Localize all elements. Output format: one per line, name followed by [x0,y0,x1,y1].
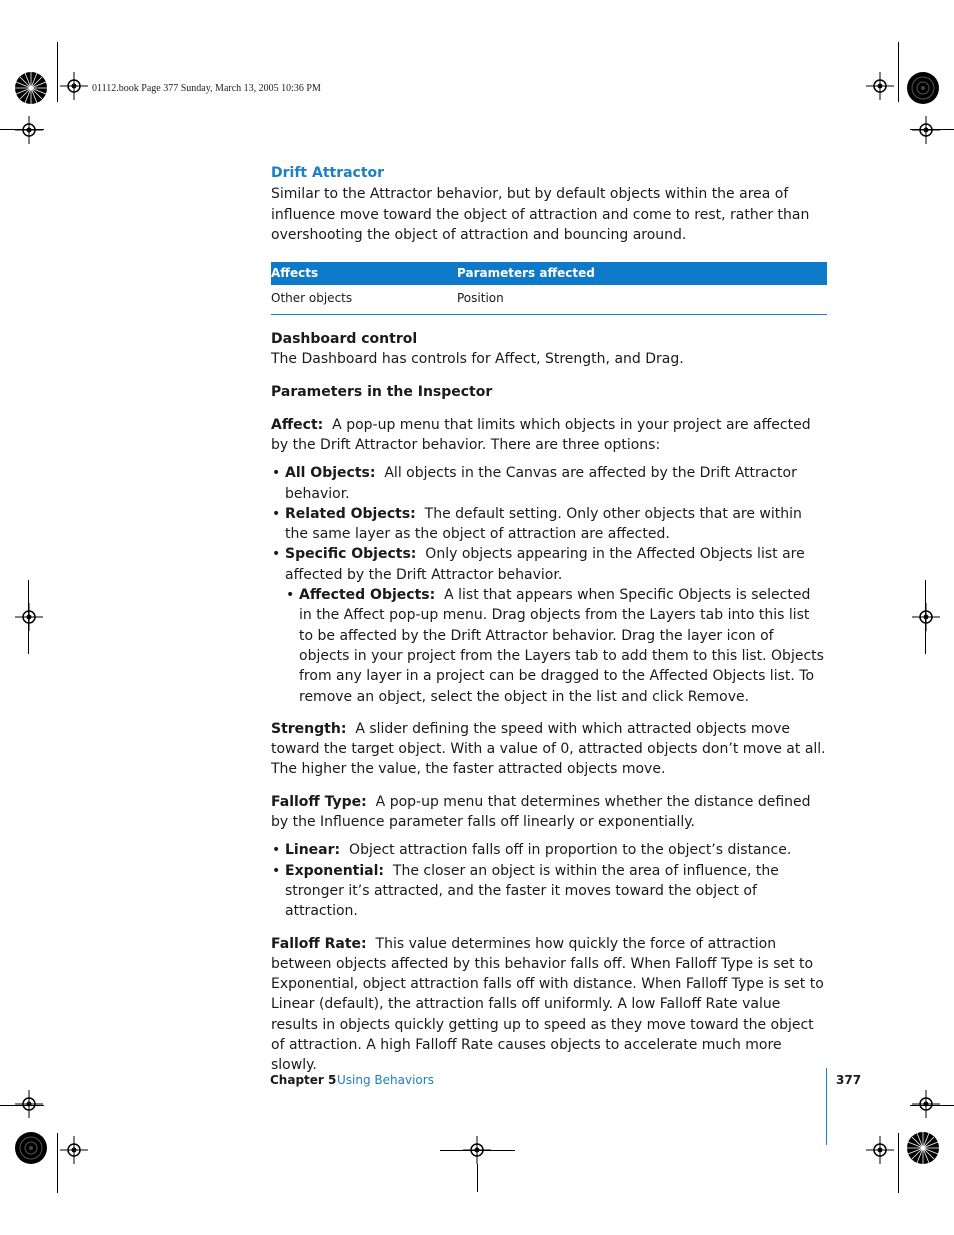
registration-mark-icon [60,1136,88,1164]
star-target-icon [906,1131,940,1165]
table-cell: Position [457,285,827,314]
intro-paragraph: Similar to the Attractor behavior, but by default objects within the area of influence move toward the object of attraction and come to rest, rather than overshooting the object of attraction and bouncing around. [271,186,810,243]
star-target-icon [14,1131,48,1165]
option-text: The default setting. Only other objects that are within the same layer as the object of attraction are affected. [285,505,802,543]
falloff-type-text: A pop-up menu that determines whether the distance defined by the Influence parameter falls off linearly or exponentially. [271,793,811,831]
page-content [271,163,827,1076]
falloff-type-label: Falloff Type: [271,793,367,810]
option-text: Only objects appearing in the Affected Objects list are affected by the Drift Attractor behavior. [285,546,805,583]
option-label: Specific Objects: [285,546,417,563]
registration-mark-icon [912,1090,940,1118]
option-label: All Objects: [285,465,376,482]
affect-sub-list [271,585,827,707]
falloff-rate-label: Falloff Rate: [271,935,367,952]
registration-mark-icon [866,1136,894,1164]
registration-mark-icon [15,603,43,631]
table-header-parameters: Parameters affected [457,262,827,285]
star-target-icon [14,71,48,105]
registration-mark-icon [866,72,894,100]
dashboard-text: The Dashboard has controls for Affect, Strength, and Drag. [271,351,684,368]
parameters-table [271,262,827,315]
falloff-type-paragraph [271,792,827,833]
table-row [271,285,827,314]
affect-options-list [271,463,827,707]
affect-text: A pop-up menu that limits which objects in your project are affected by the Drift Attractor behavior. There are three options: [271,416,811,453]
registration-mark-icon [912,116,940,144]
list-item [271,504,827,545]
affect-label: Affect: [271,416,324,433]
falloff-type-options-list [271,840,827,921]
strength-label: Strength: [271,720,347,737]
list-item [271,861,827,922]
registration-mark-icon [60,72,88,100]
affect-paragraph [271,415,827,456]
falloff-rate-text: This value determines how quickly the force of attraction between objects affected by this behavior falls off. When Falloff Type is set to Exponential, object attraction falls off with distance. When Falloff Type is set to Linear (default), the attraction falls off uniformly. A low Falloff Rate value results in objects quickly getting up to speed as they move toward the object of attraction. A high Falloff Rate causes objects to accelerate much more slowly. [271,935,824,1074]
table-header-affects: Affects [271,262,457,285]
registration-mark-icon [15,1090,43,1118]
inspector-title: Parameters in the Inspector [271,384,493,401]
registration-mark-icon [15,116,43,144]
page-number: 377 [836,1073,862,1087]
dashboard-title: Dashboard control [271,330,418,347]
falloff-rate-paragraph [271,934,827,1076]
table-header-row [271,262,827,285]
list-item [271,544,827,706]
section-heading: Drift Attractor [271,165,385,181]
option-label: Related Objects: [285,505,416,522]
star-target-icon [906,71,940,105]
option-text: Object attraction falls off in proportion to the object’s distance. [349,842,792,859]
option-label: Linear: [285,842,341,859]
list-item [285,585,827,707]
list-item [271,840,827,860]
print-slug: 01112.book Page 377 Sunday, March 13, 2005 10:36 PM [92,83,321,94]
footer-divider [826,1068,827,1145]
table-cell: Other objects [271,285,457,314]
list-item [271,463,827,504]
option-label: Affected Objects: [299,587,436,604]
option-text: A list that appears when Specific Objects is selected in the Affect pop-up menu. Drag objects from the Layers tab into this list to be affected by the Drift Attractor behavior. Drag the layer icon of objects in your project from the Layers tab to add them to this list. Objects from any layer in a project can be dragged to the Affected Objects list. To remove an object, select the object in the list and click Remove. [299,587,824,705]
footer-chapter-title: Using Behaviors [337,1073,434,1087]
footer-chapter: Chapter 5 [270,1073,337,1087]
option-text: All objects in the Canvas are affected by the Drift Attractor behavior. [285,465,797,502]
registration-mark-icon [912,603,940,631]
strength-paragraph [271,719,827,780]
strength-text: A slider defining the speed with which attracted objects move toward the target object. With a value of 0, attracted objects don’t move at all. The higher the value, the faster attracted objects move. [271,720,826,778]
option-text: The closer an object is within the area of influence, the stronger it’s attracted, and the faster it moves toward the object of attraction. [285,862,779,920]
option-label: Exponential: [285,862,384,879]
